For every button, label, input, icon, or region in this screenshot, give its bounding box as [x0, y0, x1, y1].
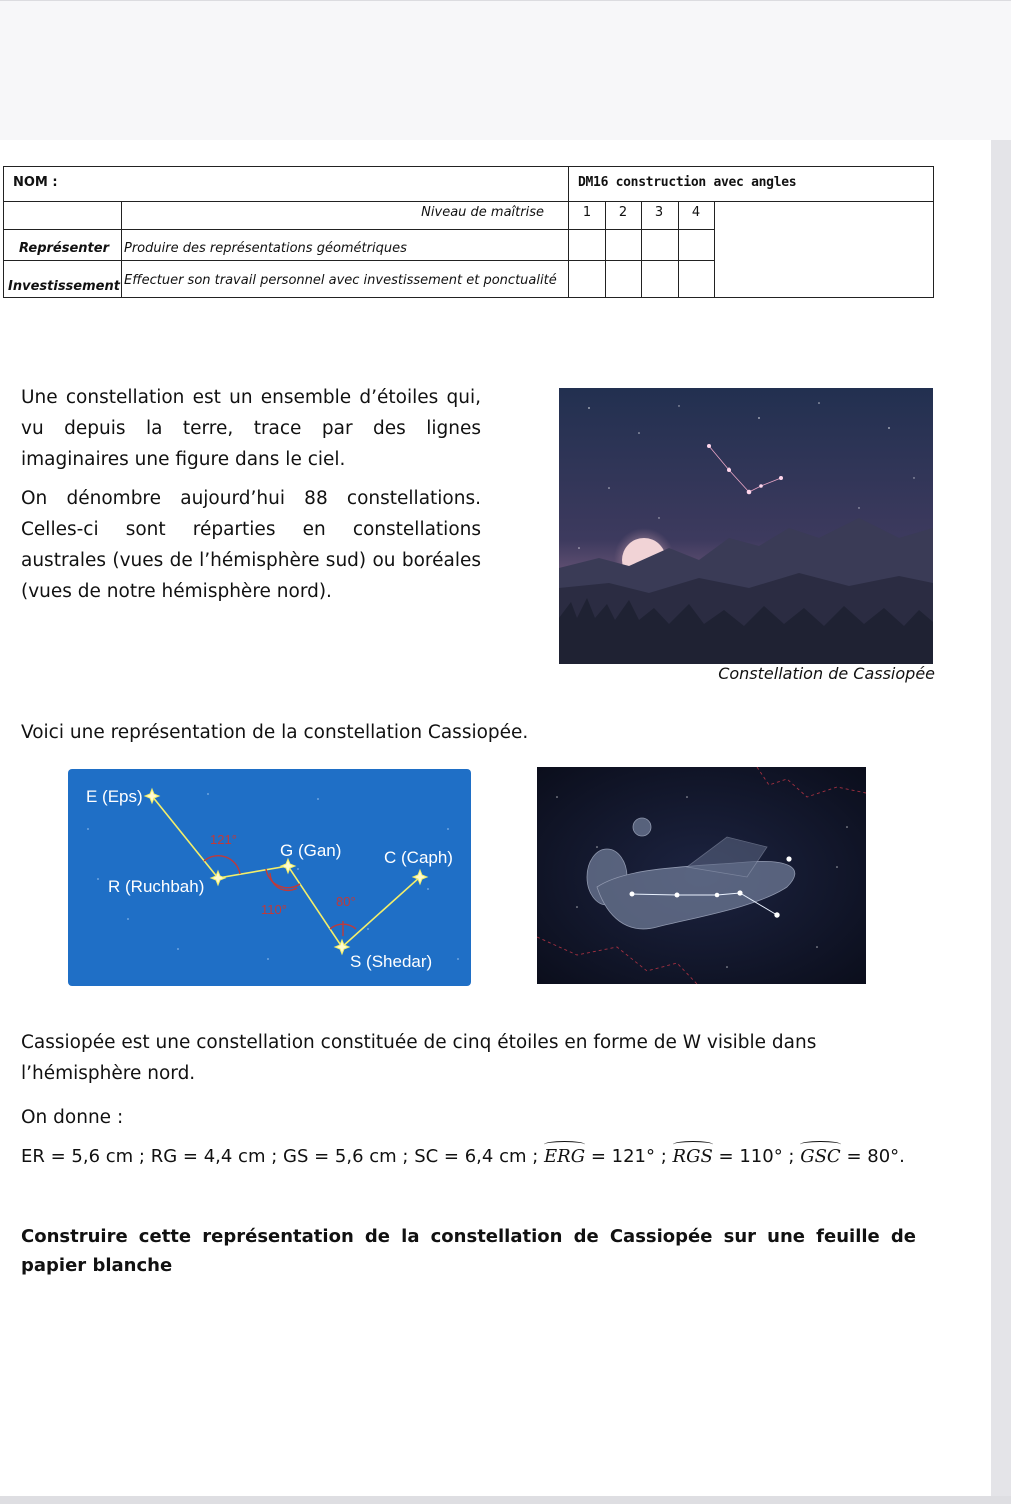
- on-donne-label: On donne :: [21, 1107, 124, 1128]
- angle-rgs-name: RGS: [672, 1146, 713, 1167]
- angle-gsc-name: GSC: [800, 1146, 841, 1167]
- table-line: [4, 260, 715, 261]
- competence-description: Effectuer son travail personnel avec investissement et ponctualité: [124, 273, 557, 288]
- photo-caption: Constellation de Cassiopée: [718, 664, 935, 683]
- angle-gsc-value: = 80°.: [846, 1146, 905, 1167]
- description-paragraph: Cassiopée est une constellation constituée de cinq étoiles en forme de W visible dans l’hémisphère nord.: [21, 1032, 817, 1084]
- task-instruction: Construire cette représentation de la constellation de Cassiopée sur une feuille de papier blanche: [21, 1226, 916, 1276]
- value-gs: GS = 5,6 cm ;: [283, 1146, 409, 1167]
- angle-label-121: 121°: [210, 832, 237, 847]
- level-2: 2: [618, 205, 628, 220]
- label-e-eps: E (Eps): [86, 787, 143, 806]
- given-values: [21, 1146, 905, 1167]
- angle-erg-name: ERG: [544, 1146, 586, 1167]
- competence-representer: Représenter: [19, 241, 109, 256]
- page-shadow: [991, 140, 1011, 1496]
- angle-erg-value: = 121° ;: [590, 1146, 667, 1167]
- nom-label: NOM :: [13, 175, 58, 190]
- angle-label-80: 80°: [336, 894, 356, 909]
- header-table: [3, 166, 934, 298]
- value-er: ER = 5,6 cm ;: [21, 1146, 145, 1167]
- level-3: 3: [654, 205, 664, 220]
- table-line: [4, 229, 715, 230]
- cassiopeia-mythology-illustration: [537, 767, 866, 984]
- table-line: [714, 201, 715, 297]
- label-c-caph: C (Caph): [384, 848, 453, 867]
- niveau-label: Niveau de maîtrise: [421, 205, 544, 220]
- table-line: [121, 201, 122, 297]
- table-line: [568, 167, 569, 297]
- intro-paragraph-1: Une constellation est un ensemble d’étoiles qui, vu depuis la terre, trace par des lignes imaginaires une figure dans le ciel.: [21, 387, 481, 470]
- angle-label-110: 110°: [261, 902, 287, 917]
- label-r-ruchbah: R (Ruchbah): [108, 877, 205, 896]
- cassiopeia-night-photo: [559, 388, 933, 664]
- label-g-gan: G (Gan): [280, 841, 342, 860]
- competence-description: Produire des représentations géométriques: [124, 241, 407, 256]
- angle-rgs-value: = 110° ;: [718, 1146, 795, 1167]
- value-rg: RG = 4,4 cm ;: [150, 1146, 278, 1167]
- competence-investissement: Investissement: [8, 279, 120, 294]
- intro-paragraph-2: On dénombre aujourd’hui 88 constellations. Celles-ci sont réparties en constellations australes (vues de l’hémisphère sud) ou boréales (vues de notre hémisphère nord).: [21, 488, 481, 602]
- worksheet-title: DM16 construction avec angles: [578, 175, 797, 190]
- level-1: 1: [582, 205, 592, 220]
- representation-intro: Voici une représentation de la constellation Cassiopée.: [21, 722, 529, 743]
- cassiopeia-diagram: [68, 769, 471, 986]
- label-s-shedar: S (Shedar): [350, 952, 433, 971]
- table-line: [4, 201, 933, 202]
- page-bottom-edge: [0, 1496, 1011, 1504]
- value-sc: SC = 6,4 cm ;: [414, 1146, 539, 1167]
- level-4: 4: [691, 205, 701, 220]
- top-margin: [0, 0, 1011, 141]
